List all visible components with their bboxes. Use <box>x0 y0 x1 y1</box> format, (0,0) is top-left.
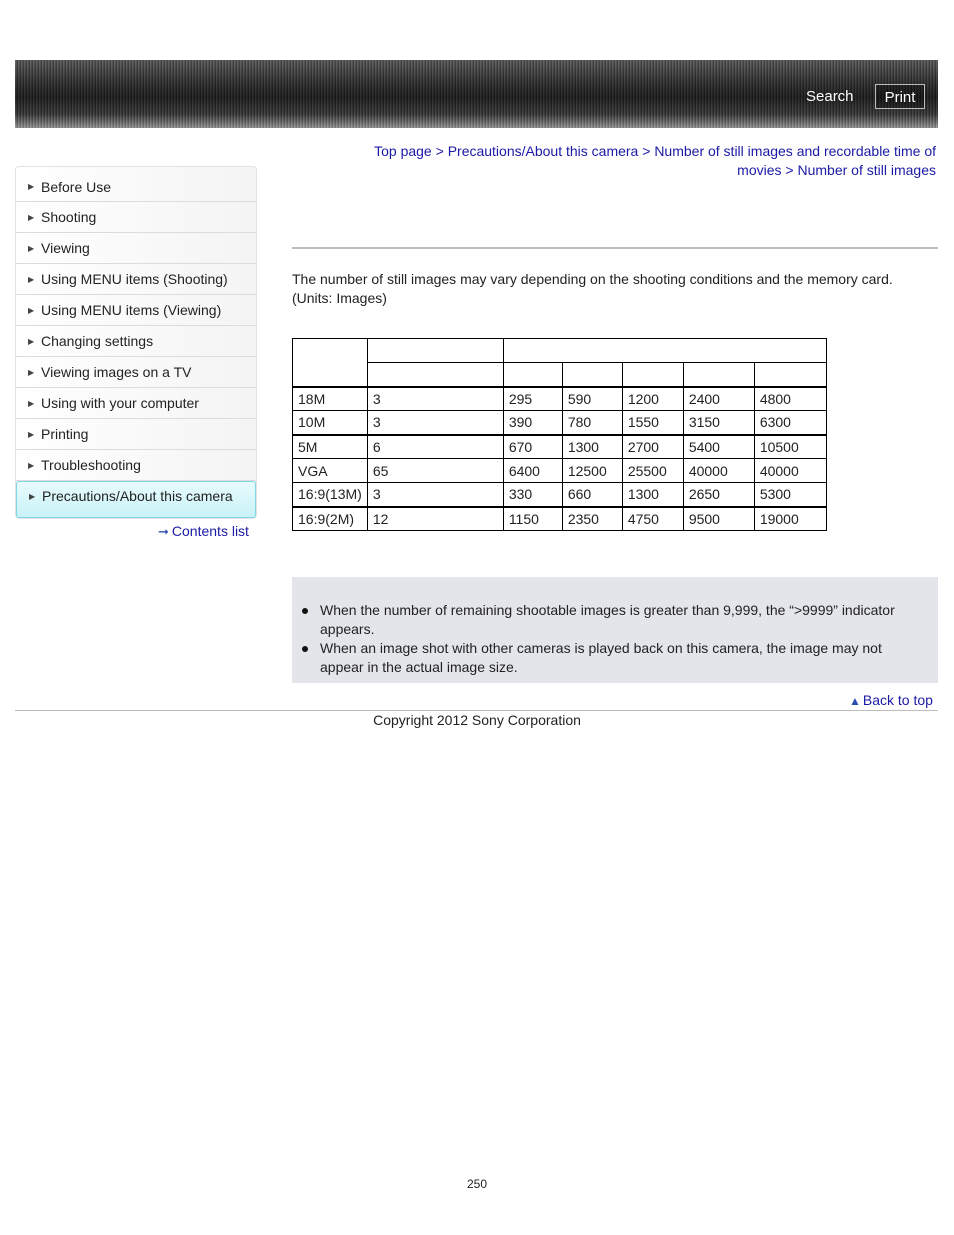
units-text: (Units: Images) <box>292 290 387 306</box>
sidebar-item-precautions[interactable] <box>16 481 256 518</box>
sidebar-item-label: Before Use <box>41 179 112 195</box>
table-header-cell <box>503 363 562 387</box>
sidebar-item-menu-shooting[interactable] <box>16 264 256 295</box>
table-cell: 590 <box>562 387 622 411</box>
sidebar-item-label: Using with your computer <box>41 395 199 411</box>
sidebar-nav <box>15 166 257 519</box>
sidebar-item-menu-viewing[interactable] <box>16 295 256 326</box>
table-cell: 40000 <box>754 459 826 483</box>
bullet-icon <box>302 608 308 614</box>
table-cell: 1150 <box>503 507 562 531</box>
table-cell: 6300 <box>754 411 826 435</box>
list-item <box>302 639 928 677</box>
table-cell: 6 <box>367 435 503 459</box>
triangle-right-icon: ▶ <box>28 337 35 346</box>
table-header-row <box>293 363 827 387</box>
table-cell: 9500 <box>683 507 754 531</box>
triangle-up-icon: ▲ <box>849 694 861 708</box>
table-cell: 1300 <box>562 435 622 459</box>
table-cell: 390 <box>503 411 562 435</box>
table-cell: 16:9(2M) <box>293 507 368 531</box>
triangle-right-icon: ▶ <box>29 492 36 501</box>
sidebar-item-label: Printing <box>41 426 89 442</box>
sidebar-item-printing[interactable] <box>16 419 256 450</box>
sidebar-item-shooting[interactable] <box>16 202 256 233</box>
table-cell: VGA <box>293 459 368 483</box>
search-link[interactable]: Search <box>806 88 854 105</box>
description-text: The number of still images may vary depending on the shooting conditions and the memory card. <box>292 271 893 287</box>
still-images-table <box>292 338 827 531</box>
table-row <box>293 411 827 435</box>
note-text: When the number of remaining shootable images is greater than 9,999, the “>9999” indicator appears. <box>320 602 895 637</box>
table-cell: 3 <box>367 483 503 507</box>
triangle-right-icon: ▶ <box>28 306 35 315</box>
table-cell: 3150 <box>683 411 754 435</box>
table-cell: 4750 <box>622 507 683 531</box>
table-header-cell <box>622 363 683 387</box>
table-cell: 2400 <box>683 387 754 411</box>
table-cell: 5M <box>293 435 368 459</box>
table-cell: 40000 <box>683 459 754 483</box>
back-to-top-label: Back to top <box>862 692 933 708</box>
sidebar-item-troubleshooting[interactable] <box>16 450 256 481</box>
arrow-right-icon: ➞ <box>158 524 169 539</box>
table-header-cell <box>367 339 503 363</box>
triangle-right-icon: ▶ <box>28 368 35 377</box>
table-row <box>293 387 827 411</box>
table-cell: 660 <box>562 483 622 507</box>
triangle-right-icon: ▶ <box>28 244 35 253</box>
copyright-text: Copyright 2012 Sony Corporation <box>373 712 581 728</box>
breadcrumb-separator: > <box>785 162 794 178</box>
breadcrumb <box>370 142 936 180</box>
table-cell: 330 <box>503 483 562 507</box>
table-cell: 5400 <box>683 435 754 459</box>
table-cell: 10500 <box>754 435 826 459</box>
table-cell: 295 <box>503 387 562 411</box>
sidebar-item-before-use[interactable] <box>16 167 256 202</box>
table-cell: 12500 <box>562 459 622 483</box>
table-cell: 780 <box>562 411 622 435</box>
sidebar-item-label: Using MENU items (Shooting) <box>41 271 228 287</box>
table-row <box>293 435 827 459</box>
table-header-cell <box>293 339 368 387</box>
title-divider <box>292 247 938 249</box>
table-cell: 19000 <box>754 507 826 531</box>
table-cell: 6400 <box>503 459 562 483</box>
breadcrumb-separator: > <box>642 143 651 159</box>
breadcrumb-precautions[interactable]: Precautions/About this camera <box>447 143 639 159</box>
table-cell: 1200 <box>622 387 683 411</box>
sidebar-item-label: Precautions/About this camera <box>42 488 233 504</box>
table-cell: 2700 <box>622 435 683 459</box>
breadcrumb-separator: > <box>435 143 444 159</box>
table-cell: 4800 <box>754 387 826 411</box>
table-cell: 2350 <box>562 507 622 531</box>
footer-divider <box>15 710 938 711</box>
sidebar-item-viewing[interactable] <box>16 233 256 264</box>
notes-box <box>292 577 938 683</box>
table-header-cell <box>683 363 754 387</box>
table-cell: 18M <box>293 387 368 411</box>
description <box>292 270 932 308</box>
sidebar-item-label: Troubleshooting <box>41 457 141 473</box>
sidebar-item-label: Using MENU items (Viewing) <box>41 302 222 318</box>
table-cell: 3 <box>367 387 503 411</box>
back-to-top-link[interactable] <box>849 692 933 708</box>
contents-list-link[interactable] <box>158 523 249 540</box>
header-bar <box>15 60 938 128</box>
sidebar-item-computer[interactable] <box>16 388 256 419</box>
triangle-right-icon: ▶ <box>28 275 35 284</box>
table-cell: 65 <box>367 459 503 483</box>
breadcrumb-current[interactable]: Number of still images <box>797 162 936 178</box>
table-row <box>293 483 827 507</box>
triangle-right-icon: ▶ <box>28 213 35 222</box>
sidebar-item-label: Changing settings <box>41 333 154 349</box>
breadcrumb-number-images-movies[interactable]: Number of still images and recordable time of movies <box>654 143 936 178</box>
note-text: When an image shot with other cameras is played back on this camera, the image may not appear in the actual image size. <box>320 640 882 675</box>
contents-list-label: Contents list <box>171 523 249 539</box>
sidebar-item-label: Viewing <box>41 240 90 256</box>
table-header-cell <box>367 363 503 387</box>
table-cell: 25500 <box>622 459 683 483</box>
sidebar-item-label: Viewing images on a TV <box>41 364 192 380</box>
table-row <box>293 507 827 531</box>
triangle-right-icon: ▶ <box>28 430 35 439</box>
triangle-right-icon: ▶ <box>28 461 35 470</box>
table-cell: 16:9(13M) <box>293 483 368 507</box>
list-item <box>302 601 928 639</box>
table-cell: 2650 <box>683 483 754 507</box>
table-cell: 5300 <box>754 483 826 507</box>
triangle-right-icon: ▶ <box>28 399 35 408</box>
table-header-cell <box>562 363 622 387</box>
table-cell: 1550 <box>622 411 683 435</box>
table-header-cell <box>503 339 826 363</box>
notes-list <box>302 601 928 677</box>
breadcrumb-top-page[interactable]: Top page <box>374 143 432 159</box>
bullet-icon <box>302 646 308 652</box>
page-number: 250 <box>466 1177 488 1191</box>
table-cell: 10M <box>293 411 368 435</box>
triangle-right-icon: ▶ <box>28 182 35 191</box>
print-button[interactable]: Print <box>875 84 925 109</box>
table-cell: 1300 <box>622 483 683 507</box>
sidebar-item-label: Shooting <box>41 209 97 225</box>
table-row <box>293 459 827 483</box>
table-header-row <box>293 339 827 363</box>
sidebar-item-changing-settings[interactable] <box>16 326 256 357</box>
table-cell: 3 <box>367 411 503 435</box>
table-cell: 12 <box>367 507 503 531</box>
sidebar-item-viewing-tv[interactable] <box>16 357 256 388</box>
table-header-cell <box>754 363 826 387</box>
table-cell: 670 <box>503 435 562 459</box>
